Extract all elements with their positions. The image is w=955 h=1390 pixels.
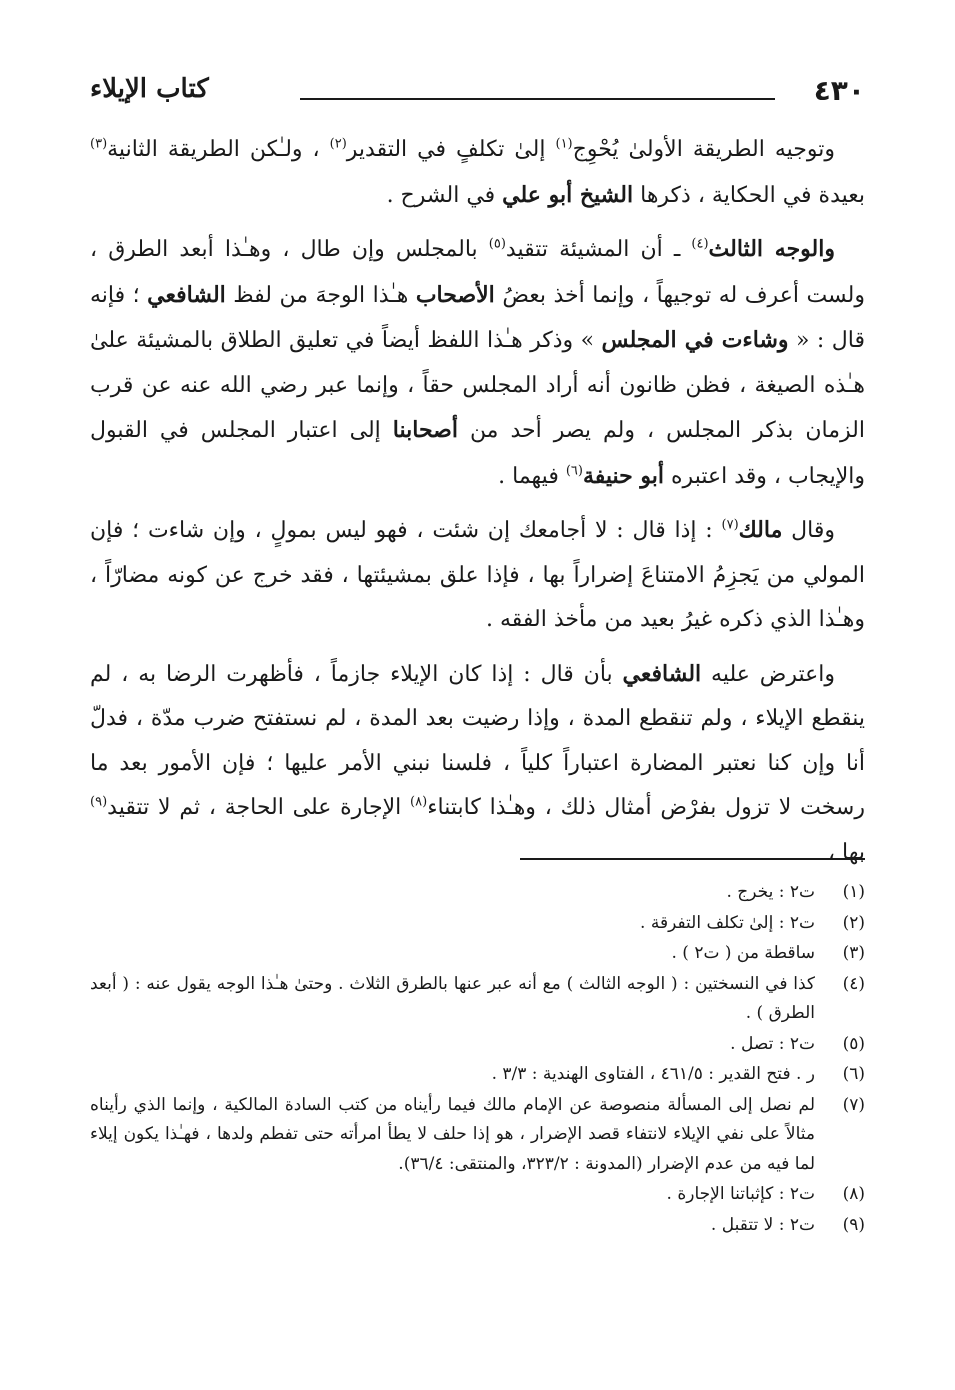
bold-term: الأصحاب	[415, 281, 495, 308]
footnote-number: (٥)	[842, 1033, 865, 1054]
footnotes	[90, 878, 865, 1241]
footnote-separator	[520, 858, 865, 860]
footnote-item	[90, 909, 865, 939]
text-run: الإجارة على الحاجة ، ثم لا تتقيد	[107, 795, 411, 820]
footnote-text: كذا في النسختين : ( الوجه الثالث ) مع أنه عبر عنها بالطرق الثلاث . وحتىٰ هـٰذا الوجه يقول عنه : ( أبعد الطرق ) .	[90, 973, 815, 1023]
text-run: واعترض عليه	[701, 661, 835, 687]
header-rule	[300, 98, 775, 100]
footnote-marker: (٥)	[488, 236, 506, 252]
footnote-item	[90, 1030, 865, 1060]
text-run: بها ،	[827, 839, 865, 865]
footnote-text: ت٢ : كإثباتنا الإجارة .	[666, 1184, 815, 1204]
footnote-marker: (٧)	[721, 517, 739, 533]
text-run: ؛ فإنه قال : «	[90, 282, 866, 353]
footnote-number: (١)	[842, 882, 865, 902]
footnote-item	[90, 939, 865, 969]
paragraph	[90, 652, 865, 876]
text-run: بعيدة في الحكاية ، ذكرها	[633, 182, 865, 208]
bold-term: والوجه الثالث	[708, 236, 835, 262]
footnote-item	[90, 970, 865, 1029]
footnote-marker: (٣)	[90, 136, 108, 152]
footnote-marker: (١)	[555, 136, 573, 152]
text-run: وقال	[782, 518, 835, 543]
footnote-text: ت٢ : لا تتقبل .	[710, 1214, 815, 1235]
text-run: إلى اعتبار المجلس في القبول والإيجاب ، وقد اعتبره	[90, 418, 865, 489]
paragraph	[90, 227, 865, 499]
footnote-text: لم نصل إلى المسألة منصوصة عن الإمام مالك فيما رأيناه من كتب السادة المالكية ، وإنما الذي رأيناه مثالاً على نفي الإيلاء لانتفاء قصد الإضرار ، هو إذا حلف لا يطأ امرأته حتى تفطم ولدها ، فهـٰذا يكون إيلاء لما فيه من عدم الإضرار (المدونة : ٣٢٣/٢، والمنتقى: ٣٦/٤).	[90, 1094, 815, 1174]
bold-term: مالك	[738, 517, 783, 543]
footnote-number: (٢)	[842, 912, 865, 933]
text-run: » وذكر هـٰذا اللفظ أيضاً في تعليق الطلاق بالمشيئة علىٰ هـٰذه الصيغة ، فظن ظانون أنه أراد المجلس حقاً ، وإنما عبر رضي الله عنه عن قرب الزمان بذكر المجلس ، ولم يصر أحد من	[90, 328, 865, 443]
footnote-number: (٩)	[842, 1214, 865, 1235]
text-run: إلىٰ تكلفٍ في التقدير	[346, 137, 556, 162]
bold-term: الشيخ أبو علي	[502, 181, 634, 208]
footnote-text: ساقطة من ( ت٢ ) .	[671, 943, 815, 963]
text-run: ، ولـٰكن الطريقة الثانية	[107, 137, 330, 162]
bold-term: الشافعي	[147, 281, 226, 308]
footnote-number: (٦)	[842, 1064, 865, 1084]
footnote-text: ت٢ : تصل .	[730, 1033, 815, 1054]
paragraph	[90, 128, 865, 218]
footnote-text: ت٢ : يخرج .	[726, 882, 815, 902]
footnote-item	[90, 1180, 865, 1210]
book-title: كتاب الإيلاء	[90, 74, 209, 104]
footnote-marker: (٦)	[565, 463, 583, 479]
footnote-item	[90, 1060, 865, 1090]
text-run: : إذا قال : لا أجامعك إن شئت ، فهو ليس بمولٍ ، وإن شاءت ؛ فإن المولي من يَجزِمُ الامتناعَ إضراراً بها ، فإذا علق بمشيئتها ، فقد خرج عن كونه مضارّاً ، وهـٰذا الذي ذكره غيرُ بعيد من مأخذ الفقه .	[90, 518, 865, 632]
footnote-number: (٨)	[842, 1184, 865, 1204]
footnote-number: (٣)	[842, 943, 865, 963]
text-run: وتوجيه الطريقة الأولىٰ يُحْوِج	[572, 137, 836, 162]
footnote-marker: (٢)	[329, 136, 347, 152]
footnote-marker: (٨)	[410, 794, 428, 810]
footnote-item	[90, 1211, 865, 1241]
text-run: بالمجلس وإن طال ، وهـٰذا أبعد الطرق ، ولست أعرف له توجيهاً ، وإنما أخذ بعضُ	[90, 237, 865, 308]
text-run: بأن قال : إذا كان الإيلاء جازماً ، فأظهرت الرضا به ، لم ينقطع الإيلاء ، ولم تنقطع المدة ، وإذا رضيت بعد المدة ، لم نستفتح ضرب مدّة ، فدلّ أنا وإن كنا نعتبر المضارة اعتباراً كلياً ، فلسنا نبني الأمر عليها ؛ فإن الأمور بعد ما رسخت لا تزول بفرْض أمثال ذلك ، وهـٰذا كابتناء	[90, 661, 865, 820]
running-header	[90, 70, 865, 114]
paragraph	[90, 508, 865, 643]
footnote-item	[90, 878, 865, 908]
page-number: ٤٣٠	[813, 74, 865, 107]
footnote-number: (٧)	[842, 1094, 865, 1115]
bold-term: الشافعي	[622, 660, 702, 687]
footnote-text: ت٢ : إلىٰ تكلف التفرقة .	[640, 912, 815, 933]
main-text	[90, 128, 865, 884]
footnote-marker: (٤)	[691, 236, 709, 252]
footnote-number: (٤)	[842, 973, 865, 994]
bold-term: أصحابنا	[392, 417, 458, 443]
text-run: ـ أن المشيئة تتقيد	[505, 237, 692, 262]
footnote-item	[90, 1091, 865, 1180]
footnote-marker: (٩)	[90, 794, 108, 810]
bold-term: وشاءت في المجلس	[601, 327, 789, 353]
text-run: هـٰذا الوجهَ من لفظ	[225, 282, 416, 308]
text-run: في الشرح .	[386, 182, 503, 208]
text-run: فيهما .	[498, 463, 566, 489]
footnote-text: ر . فتح القدير : ٤٦١/٥ ، الفتاوى الهندية : ٣/٣ .	[491, 1064, 815, 1084]
bold-term: أبو حنيفة	[582, 462, 665, 489]
